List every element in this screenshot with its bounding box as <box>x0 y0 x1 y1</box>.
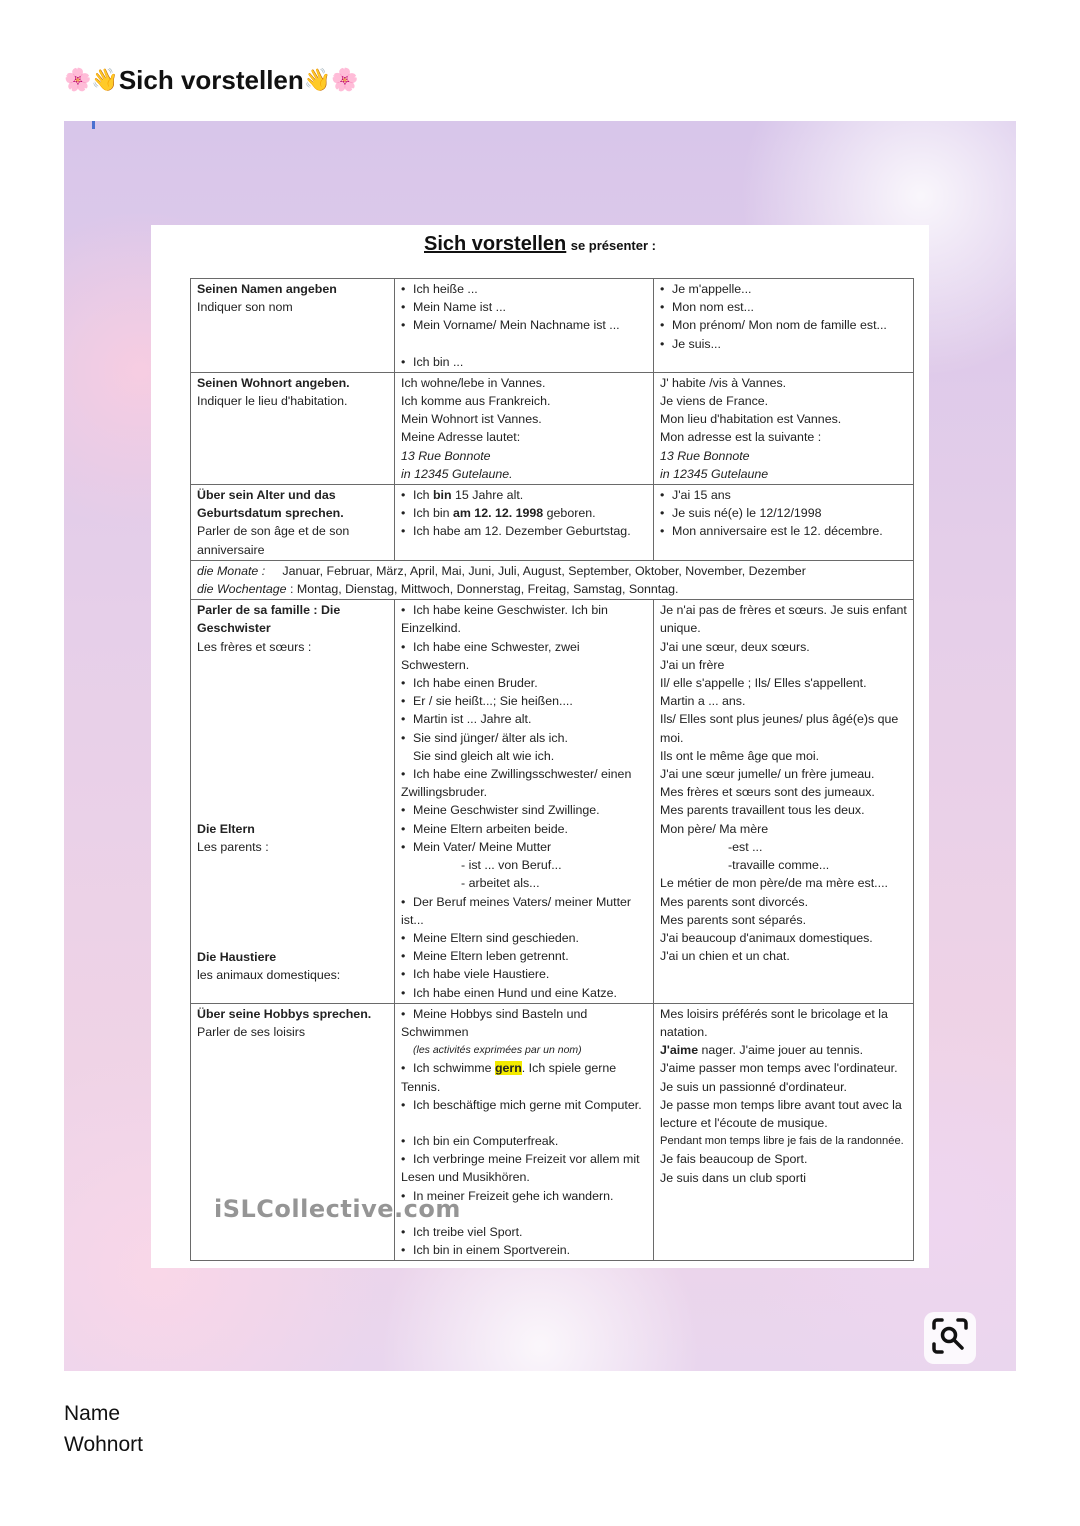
cherry-blossom-icon: 🌸 <box>64 67 92 92</box>
page-title <box>64 60 359 100</box>
table-row: Seinen Namen angeben Indiquer son nom • Ich heiße ... • Mein Name ist ... • Mein Vorname/ Mein Nachname ist ... • Ich bin ... • Je m'appelle... • Mon nom est... • Mon prénom/ Mon nom de famille est... • Je suis... <box>191 279 914 373</box>
cursor-marker <box>92 121 95 129</box>
table-row: Parler de sa famille : Die Geschwister Les frères et sœurs : Die Eltern Les parents : Die Haustiere les animaux domestiques: • Ich habe keine Geschwister. Ich bin Einzelkind. • Ich habe eine Schwester, zwei Schwestern. • Ich habe einen Bruder. • Er / sie heißt...; Sie heißen.... • Martin ist ... Jahre alt. • Sie sind jünger/ älter als ich. Sie sind gleich alt wie ich. • Ich habe eine Zwillingsschwester/ einen Zwillingsbruder. • Meine Geschwister sind Zwillinge. • Meine Eltern arbeiten beide. • Mein Vater/ Meine Mutter - ist ... von Beruf... - arbeitet als... • Der Beruf meines Vaters/ meiner Mutter ist... • Meine Eltern sind geschieden. • Meine Eltern leben getrennt. • Ich habe viele Haustiere. • Ich habe einen Hund und eine Katze. Je n'ai pas de frères et sœurs. Je suis enfant unique. J'ai une sœur, deux sœurs. J'ai un frère Il/ elle s'appelle ; Ils/ Elles s'appellent. Martin a ... ans. Ils/ Elles sont plus jeunes/ plus âgé(e)s que moi. Ils ont le même âge que moi. J'ai une sœur jumelle/ un frère jumeau. Mes frères et sœurs sont des jumeaux. Mes parents travaillent tous les deux. Mon père/ Ma mère -est ... -travaille comme... Le métier de mon père/de ma mère est.... Mes parents sont divorcés. Mes parents sont séparés. J'ai beaucoup d'animaux domestiques. J'ai un chien et un chat. <box>191 600 914 1003</box>
wohnort-field-label: Wohnort <box>64 1433 143 1456</box>
table-row: Über sein Alter und das Geburtsdatum sprechen. Parler de son âge et de son anniversaire • Ich bin 15 Jahre alt. • Ich bin am 12. 12. 1998 geboren. • Ich habe am 12. Dezember Geburtstag. • J'ai 15 ans • Je suis né(e) le 12/12/1998 • Mon anniversaire est le 12. décembre. <box>191 485 914 561</box>
table-row: die Monate : Januar, Februar, März, April, Mai, Juni, Juli, August, September, Oktober, November, Dezember die Wochentage : Montag, Dienstag, Mittwoch, Donnerstag, Freitag, Samstag, Sonntag. <box>191 560 914 599</box>
sheet-title: Sich vorstellen se présenter : <box>424 233 656 255</box>
table-row: Über seine Hobbys sprechen. Parler de ses loisirs • Meine Hobbys sind Basteln und Schwimmen (les activités exprimées par un nom) • Ich schwimme gern. Ich spiele gerne Tennis. • Ich beschäftige mich gerne mit Computer. • Ich bin ein Computerfreak. • Ich verbringe meine Freizeit vor allem mit Lesen und Musikhören. • In meiner Freizeit gehe ich wandern. • Ich treibe viel Sport. • Ich bin in einem Sportverein. Mes loisirs préférés sont le bricolage et la natation. J'aime nager. J'aime jouer au tennis. J'aime passer mon temps avec l'ordinateur. Je suis un passionné d'ordinateur. Je passe mon temps libre avant tout avec la lecture et l'écoute de musique. Pendant mon temps libre je fais de la randonnée. Je fais beaucoup de Sport. Je suis dans un club sporti <box>191 1003 914 1260</box>
worksheet-image <box>64 121 1016 1371</box>
table-row: Seinen Wohnort angeben. Indiquer le lieu d'habitation. Ich wohne/lebe in Vannes. Ich komme aus Frankreich. Mein Wohnort ist Vannes. Meine Adresse lautet: 13 Rue Bonnote in 12345 Gutelaune. J' habite /vis à Vannes. Je viens de France. Mon lieu d'habitation est Vannes. Mon adresse est la suivante : 13 Rue Bonnote in 12345 Gutelaune <box>191 372 914 484</box>
image-search-button[interactable] <box>924 1312 976 1364</box>
page-title-text: Sich vorstellen <box>118 64 304 95</box>
waving-hand-icon: 👋 <box>303 67 332 92</box>
vocabulary-table <box>190 278 914 1261</box>
waving-hand-icon: 👋 <box>91 67 119 92</box>
cherry-blossom-icon: 🌸 <box>331 67 359 92</box>
worksheet-sheet <box>151 225 929 1268</box>
image-search-icon <box>930 1316 970 1360</box>
info-fields <box>64 1398 143 1460</box>
watermark: iSLCollective.com <box>214 1195 461 1223</box>
name-field-label: Name <box>64 1402 121 1425</box>
